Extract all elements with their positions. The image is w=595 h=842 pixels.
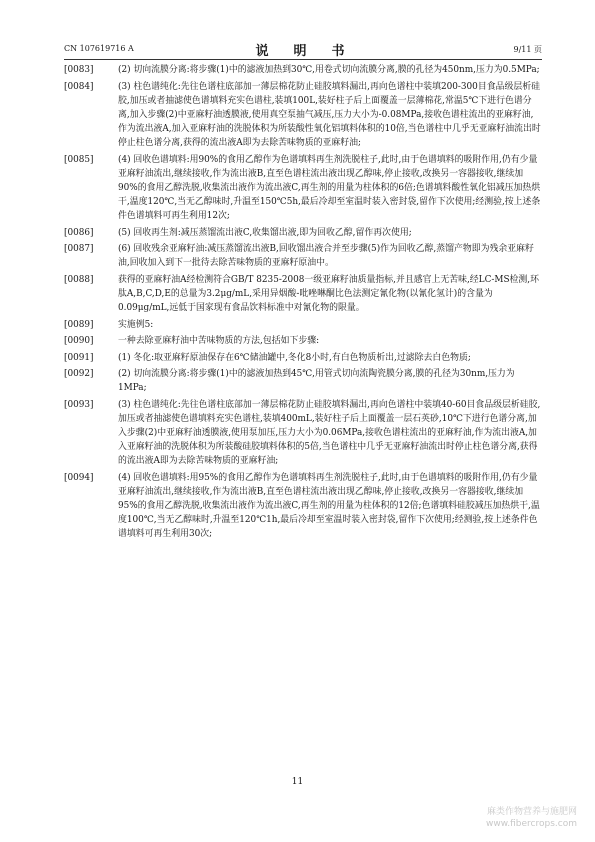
paragraph-number: [0089]: [64, 319, 94, 330]
paragraph: [64, 242, 542, 270]
paragraph-number: [0087]: [64, 244, 94, 255]
paragraph-text: (4) 回收色谱填料:用90%的食用乙醇作为色谱填料再生剂洗脱柱子,此时,由于色谱填料的吸附作用,仍有少量亚麻籽油流出,继续接收,作为流出液B,直至色谱柱流出液出现乙醇味,停止接收,改换另一容器接收,继续加90%的食用乙醇洗脱,收集流出液作为流出液C,再生剂的用量为柱体积的6倍;色谱填料酸性氧化铝减压加热烘干,温度120℃,当无乙醇味时,升温至150℃5h,最后冷却至室温时装入密封袋,留作下次使用;经测验,按上述条件色谱填料可再生利用12次;: [118, 154, 541, 221]
paragraph-number: [0085]: [64, 154, 94, 165]
paragraph-number: [0084]: [64, 81, 94, 92]
paragraph: [64, 471, 542, 541]
paragraph: [64, 273, 542, 315]
paragraph-number: [0088]: [64, 274, 94, 285]
watermark-line1: 麻类作物营养与施肥网: [486, 807, 577, 817]
paragraph-text: (1) 冬化:取亚麻籽原油保存在6℃储油罐中,冬化8小时,有白色物质析出,过滤除去白色物质;: [118, 352, 471, 363]
paragraph-text: 实施例5:: [118, 319, 154, 330]
watermark: [486, 806, 577, 830]
paragraph: [64, 351, 542, 365]
paragraph-number: [0091]: [64, 352, 94, 363]
page-indicator: 9/11 页: [513, 45, 542, 54]
paragraph-text: 一种去除亚麻籽油中苦味物质的方法,包括如下步骤:: [118, 336, 320, 347]
page-number: 11: [291, 777, 304, 787]
document-body: [64, 63, 542, 544]
paragraph-number: [0083]: [64, 65, 94, 75]
paragraph: [64, 80, 542, 150]
paragraph-text: (4) 回收色谱填料:用95%的食用乙醇作为色谱填料再生剂洗脱柱子,此时,由于色谱填料的吸附作用,仍有少量亚麻籽油流出,继续接收,作为流出液B,直至色谱柱流出液出现乙醇味,停止接收,改换另一容器接收,继续加95%的食用乙醇洗脱,收集流出液作为流出液C,再生剂的用量为柱体积的12倍;色谱填料硅胶减压加热烘干,温度100℃,当无乙醇味时,升温至120℃1h,最后冷却至室温时装入密封袋,留作下次使用;经测验,按上述条件色谱填料可再生利用30次;: [118, 473, 540, 540]
patent-number: CN 107619716 A: [64, 44, 134, 53]
paragraph-text: (5) 回收再生剂:减压蒸馏流出液C,收集馏出液,即为回收乙醇,留作再次使用;: [118, 227, 412, 238]
paragraph: [64, 318, 542, 332]
paragraph-text: (3) 柱色谱纯化:先往色谱柱底部加一薄层棉花防止硅胶填料漏出,再向色谱柱中装填40-60目食品级层析硅胶,加压或者抽滤使色谱填料充实色谱柱,装填400mL,装好柱子后上面覆盖一层石英砂,10℃下进行色谱分离,加入步骤(2)中亚麻籽油透膜液,使用泵加压,压力大小为0.06MPa,接收色谱柱流出的亚麻籽油,作为流出液A,加入亚麻籽油的洗脱体积为所装酸硅胶填料体积的5倍,当色谱柱中几乎无亚麻籽油流出时停止柱色谱分离,获得的流出液A即为去除苦味物质的亚麻籽油;: [118, 400, 541, 467]
paragraph: [64, 63, 542, 77]
paragraph-text: (2) 切向流膜分离:将步骤(1)中的滤液加热到45℃,用管式切向流陶瓷膜分离,膜的孔径为30nm,压力为1MPa;: [118, 369, 515, 394]
paragraph: [64, 334, 542, 348]
paragraph: [64, 226, 542, 240]
paragraph-text: (6) 回收残余亚麻籽油:减压蒸馏流出液B,回收馏出液合并至步骤(5)作为回收乙醇,蒸馏产物即为残余亚麻籽油,回收加入到下一批待去除苦味物质的亚麻籽原油中。: [118, 244, 534, 269]
document-title: 说 明 书: [255, 44, 351, 59]
paragraph-text: (3) 柱色谱纯化:先往色谱柱底部加一薄层棉花防止硅胶填料漏出,再向色谱柱中装填200-300目食品级层析硅胶,加压或者抽滤使色谱填料充实色谱柱,装填100L,装好柱子后上面覆盖一层薄棉花,常温5℃下进行色谱分离,加入步骤(2)中亚麻籽油透膜液,使用真空泵抽气减压,压力大小为-0.08MPa,接收色谱柱流出的亚麻籽油,作为流出液A,加入亚麻籽油的洗脱体积为所装酸性氧化铝填料体积的10倍,当色谱柱中几乎无亚麻籽油流出时停止柱色谱分离,获得的流出液A即为去除苦味物质的亚麻籽油;: [118, 81, 541, 148]
paragraph-text: 获得的亚麻籽油A经检测符合GB/T 8235-2008一级亚麻籽油质量指标,并且感官上无苦味,经LC-MS检测,环肽A,B,C,D,E的总量为3.2μg/mL,采用异烟酸-吡唑啉酮比色法测定氰化物(以氰化氢计)的含量为0.09μg/mL,远低于国家现有食品饮料标准中对氰化物的限量。: [118, 274, 539, 313]
page-header: [64, 40, 542, 59]
paragraph: [64, 398, 542, 468]
paragraph-number: [0093]: [64, 400, 94, 411]
paragraph: [64, 367, 542, 395]
watermark-line2: www.fibercrops.com: [486, 819, 577, 829]
header-rule: [64, 59, 542, 60]
paragraph-number: [0094]: [64, 473, 94, 484]
paragraph: [64, 153, 542, 223]
paragraph-number: [0086]: [64, 227, 94, 238]
paragraph-number: [0092]: [64, 369, 94, 380]
paragraph-text: (2) 切向流膜分离:将步骤(1)中的滤液加热到30℃,用卷式切向流膜分离,膜的孔径为450nm,压力为0.5MPa;: [118, 65, 540, 75]
paragraph-number: [0090]: [64, 336, 94, 347]
